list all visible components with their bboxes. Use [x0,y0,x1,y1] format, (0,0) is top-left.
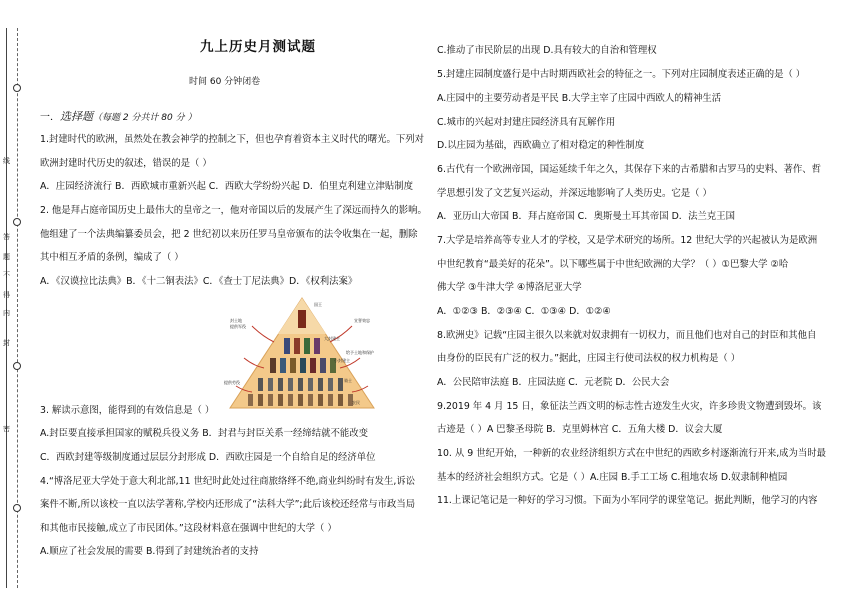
question-line: 欧洲封建时代历史的叙述，错误的是（ ） [40,158,212,169]
binding-hole [13,218,21,226]
option-line: A.顺应了社会发展的需要 B.得到了封建统治者的支持 [40,546,259,557]
question-line: 由身份的臣民有广泛的权力。”据此，庄园主行使司法权的权力机构是（ ） [437,353,741,364]
question-line: 学思想引发了文艺复兴运动，并深远地影响了人类历史。它是（ ） [437,188,712,199]
option-line: 古迹是（ ）A 巴黎圣母院 B．克里姆林宫 C．五角大楼 D．议会大厦 [437,424,723,435]
diagram-label: 小封建主 [334,358,350,363]
question-line: 6.古代有一个欧洲帝国，国运延续千年之久，其保存下来的古希腊和古罗马的史料、著作、哲 [437,164,821,175]
binding-hole [13,362,21,370]
option-line: C．西欧封建等级制度通过层层分封形成 D．西欧庄园是一个自给自足的经济单位 [40,452,376,463]
binding-char: 不 [3,271,10,279]
section-heading [40,110,196,125]
option-line: C.推动了市民阶层的出现 D.具有较大的自治和管理权 [437,45,657,56]
question-line: 1.封建时代的欧洲，虽然处在教会神学的控制之下，但也孕育着资本主义时代的曙光。下列对 [40,134,424,145]
feudal-pyramid-diagram [222,296,382,414]
question-line: 他组建了一个法典编纂委员会，把 2 世纪初以来历任罗马皇帝颁布的法令收集在一起，删除 [40,229,418,240]
question-line: 和其他市民接触,成立了市民团体。”这段材料意在强调中世纪的大学（ ） [40,523,337,534]
section-note: （每题 2 分共计 80 分 ） [93,113,197,123]
binding-hole [13,504,21,512]
diagram-label: 提供劳役 [224,380,240,385]
binding-char: 封 [3,339,10,347]
question-line: 2. 他是拜占庭帝国历史上最伟大的皇帝之一，他对帝国以后的发展产生了深远而持久的影响。 [40,205,427,216]
option-line: A．亚历山大帝国 B．拜占庭帝国 C．奥斯曼土耳其帝国 D．法兰克王国 [437,211,736,222]
question-line: 8.欧洲史》记载“庄园主很久以来就对奴隶拥有一切权力，而且他们也对自己的封臣和其他自 [437,330,817,341]
binding-char: 内 [3,309,10,317]
binding-hole [13,84,21,92]
question-line: 9.2019 年 4 月 15 日，象征法兰西文明的标志性古迹发生火灾，许多珍贵文物遭到毁坏。该 [437,401,822,412]
binding-char: 密 [3,425,10,433]
binding-line-outer [6,28,7,588]
section-name: 选择题 [60,110,93,123]
diagram-label: 提供军役 [230,324,246,329]
binding-char: 线 [3,157,10,165]
binding-char: 得 [3,291,10,299]
question-line: 5.封建庄园制度盛行是中古时期西欧社会的特征之一。下列对庄园制度表述正确的是（ ） [437,69,806,80]
page-title: 九上历史月测试题 [200,39,316,55]
question-line: 其中相互矛盾的条例，编成了（ ） [40,252,184,263]
option-line: A．公民陪审法庭 B．庄园法庭 C．元老院 D．公民大会 [437,377,670,388]
binding-char: 题 [3,253,10,261]
option-line: A．①②③ B．②③④ C．①③④ D．①②④ [437,306,611,317]
option-line: A.封臣要直接承担国家的赋税兵役义务 B．封君与封臣关系一经缔结就不能改变 [40,428,369,439]
binding-margin [0,0,26,608]
exam-duration: 时间 60 分钟闭卷 [189,77,261,87]
question-line: 7.大学是培养高等专业人才的学校，又是学术研究的场所。12 世纪大学的兴起被认为是欧洲 [437,235,818,246]
question-line: 11.上课记笔记是一种好的学习习惯。下面为小军同学的课堂笔记。据此判断，他学习的内容 [437,495,818,506]
diagram-label: 封土地 [230,318,242,323]
diagram-label: 骑士 [344,378,352,383]
question-line: 4.“博洛尼亚大学处于意大利北部,11 世纪时此处过往商旅络绎不绝,商业纠纷时有发生,诉讼 [40,476,416,487]
section-number: 一． [40,112,60,123]
option-line: A.庄园中的主要劳动者是平民 B.大学主宰了庄园中西欧人的精神生活 [437,93,722,104]
diagram-label: 给予土地和保护 [346,350,374,355]
question-line: 案件不断,所以该校一直以法学著称,学校内还形成了“法科大学”;此后该校还经常与市政当局 [40,499,416,510]
diagram-label: 宣誓效忠 [354,318,370,323]
option-line: A．《汉谟拉比法典》B．《十二铜表法》C．《查士丁尼法典》D．《权利法案》 [40,276,358,287]
binding-char: 答 [3,233,10,241]
knights-figures [258,378,343,391]
question-line: 3. 解读示意图，能得到的有效信息是（ ） [40,405,215,416]
diagram-label: 农民 [352,400,360,405]
option-line: 基本的经济社会组织方式。它是（ ）A.庄园 B.手工工场 C.租地农场 D.奴隶制种植园 [437,472,788,483]
diagram-label: 大封建主 [324,336,340,341]
question-line: 佛大学 ③牛津大学 ④博洛尼亚大学 [437,282,582,293]
king-figure [298,310,306,328]
option-line: C.城市的兴起对封建庄园经济具有瓦解作用 [437,117,616,128]
option-line: A．庄园经济流行 B．西欧城市重新兴起 C．西欧大学纷纷兴起 D．伯里克利建立津贴制度 [40,181,414,192]
option-line: D.以庄园为基础，西欧确立了相对稳定的种性制度 [437,140,645,151]
question-line: 10. 从 9 世纪开始，一种新的农业经济组织方式在中世纪的西欧乡村逐渐流行开来,成为当时最 [437,448,827,459]
diagram-label: 国王 [314,302,322,307]
question-line: 中世纪教育“最美好的花朵”。以下哪些属于中世纪欧洲的大学？（ ）①巴黎大学 ②哈 [437,259,789,270]
